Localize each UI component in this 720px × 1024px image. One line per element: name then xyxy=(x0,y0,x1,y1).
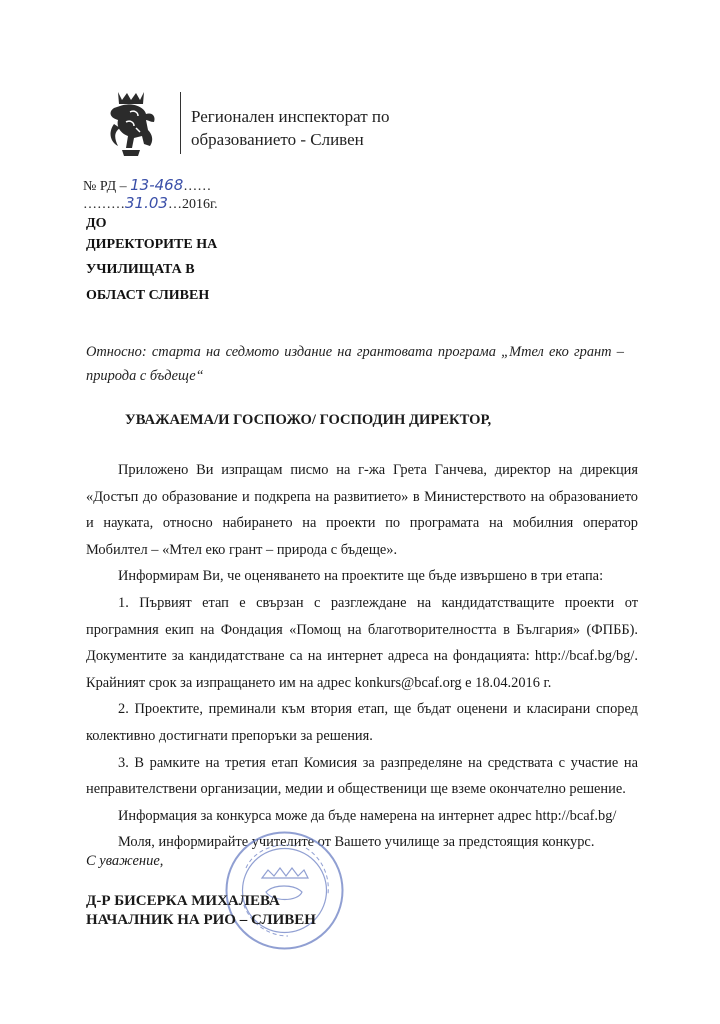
registration-date xyxy=(83,194,218,213)
body-paragraph-7: Моля, информирайте учителите от Вашето училище за предстоящия конкурс. xyxy=(118,834,595,851)
reg-date-suffix: …2016г. xyxy=(167,197,218,212)
body-paragraph-6: Информация за конкурса може да бъде намерена на интернет адрес http://bcaf.bg/ xyxy=(118,807,617,824)
body-paragraph-4: 2. Проектите, преминали към втория етап, ще бъдат оценени и класирани според колективно достигнати препоръки за решения. xyxy=(86,701,638,744)
body-paragraph-3: 1. Първият етап е свързан с разглеждане на кандидатстващите проекти от програмния екип на Фондация «Помощ на благотворителността в България» (ФПББ). Документите за кандидатстване са на интернет адреса на фондацията: http://bcaf.bg/bg/. Крайният срок за изпращането им на адрес konkurs@bcaf.org е 18.04.2016 г. xyxy=(86,594,638,691)
org-name-line1: Регионален инспекторат по xyxy=(191,107,390,126)
official-stamp-icon xyxy=(222,828,347,953)
closing-greeting: С уважение, xyxy=(86,853,164,869)
reg-no-dots: …… xyxy=(183,179,212,194)
subject-line: Относно: старта на седмото издание на грантовата програма „Мтел еко грант – природа с бъдеще“ xyxy=(86,344,624,384)
reg-no-handwritten: 13-468 xyxy=(130,176,184,194)
body-paragraph-1: Приложено Ви изпращам писмо на г-жа Грета Ганчева, директор на дирекция «Достъп до образование и подкрепа на развитието» в Министерството на образованието и науката, относно набирането на проекти по програмата на мобилния оператор Мобилтел – «Мтел еко грант – природа с бъдеще». xyxy=(86,462,638,558)
addressee-line3: УЧИЛИЩАТА В xyxy=(86,262,195,277)
addressee-line2: ДИРЕКТОРИТЕ НА xyxy=(86,237,218,252)
reg-date-dots: ……… xyxy=(83,197,125,212)
org-name-line2: образованието - Сливен xyxy=(191,130,364,149)
header-divider xyxy=(180,92,181,154)
reg-date-handwritten: 31.03 xyxy=(125,194,168,212)
body-paragraph-2: Информирам Ви, че оценяването на проектите ще бъде извършено в три етапа: xyxy=(118,568,604,585)
addressee-line1: ДО xyxy=(86,216,107,231)
reg-no-prefix: № РД – xyxy=(83,179,131,194)
body-paragraph-5: 3. В рамките на третия етап Комисия за разпределяне на средствата с участие на неправителствени организации, медии и общественици ще вземе окончателно решение. xyxy=(86,754,638,798)
signatory-name: Д-Р БИСЕРКА МИХАЛЕВА xyxy=(86,893,280,909)
registration-number xyxy=(83,176,211,195)
addressee-line4: ОБЛАСТ СЛИВЕН xyxy=(86,288,210,303)
salutation: УВАЖАЕМА/И ГОСПОЖО/ ГОСПОДИН ДИРЕКТОР, xyxy=(125,412,492,428)
signatory-title: НАЧАЛНИК НА РИО – СЛИВЕН xyxy=(86,912,316,928)
coat-of-arms-icon xyxy=(100,88,162,160)
letter-body xyxy=(86,457,638,856)
